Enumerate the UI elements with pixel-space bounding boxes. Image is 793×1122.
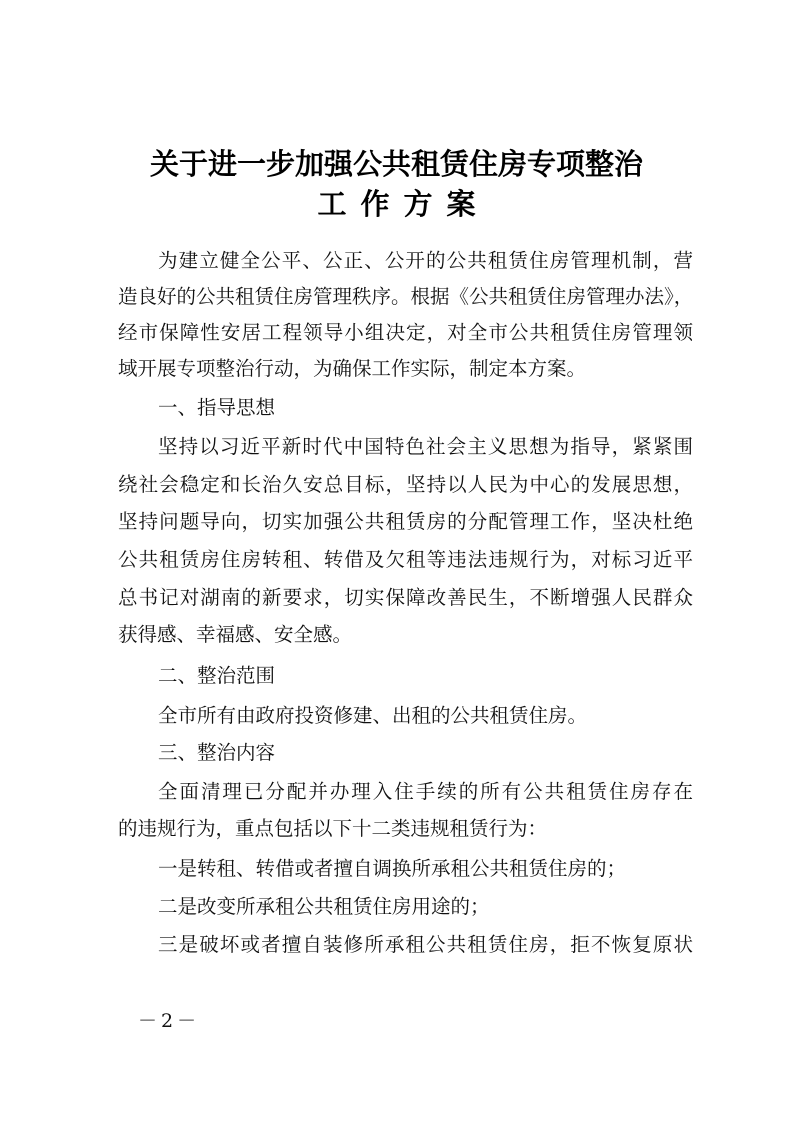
section-heading: 一、指导思想 <box>158 396 276 419</box>
page-number: －2－ <box>138 1010 201 1032</box>
paragraph-line: 经市保障性安居工程领导小组决定，对全市公共租赁住房管理领 <box>118 321 693 344</box>
paragraph-line: 一是转租、转借或者擅自调换所承租公共租赁住房的； <box>158 857 627 880</box>
document-title-line1: 关于进一步加强公共租赁住房专项整治 <box>149 147 643 181</box>
paragraph-line: 公共租赁房住房转租、转借及欠租等违法违规行为，对标习近平 <box>118 548 693 571</box>
paragraph-line: 造良好的公共租赁住房管理秩序。根据《公共租赁住房管理办法》， <box>118 285 694 308</box>
document-title-line2: 工作方案 <box>317 187 490 221</box>
paragraph-line: 为建立健全公平、公正、公开的公共租赁住房管理机制，营 <box>158 249 693 272</box>
paragraph-line: 坚持问题导向，切实加强公共租赁房的分配管理工作，坚决杜绝 <box>118 510 693 533</box>
paragraph-line: 总书记对湖南的新要求，切实保障改善民生，不断增强人民群众 <box>118 586 693 609</box>
paragraph-line: 域开展专项整治行动，为确保工作实际，制定本方案。 <box>118 357 587 380</box>
paragraph-line: 全市所有由政府投资修建、出租的公共租赁住房。 <box>158 704 588 727</box>
paragraph-line: 三是破坏或者擅自装修所承租公共租赁住房，拒不恢复原状 <box>158 933 693 956</box>
paragraph-line: 坚持以习近平新时代中国特色社会主义思想为指导，紧紧围 <box>158 435 693 458</box>
paragraph-line: 获得感、幸福感、安全感。 <box>118 623 353 646</box>
section-heading: 二、整治范围 <box>158 664 276 687</box>
paragraph-line: 二是改变所承租公共租赁住房用途的； <box>158 895 490 918</box>
paragraph-line: 全面清理已分配并办理入住手续的所有公共租赁住房存在 <box>158 780 693 803</box>
section-heading: 三、整治内容 <box>158 741 276 764</box>
paragraph-line: 绕社会稳定和长治久安总目标，坚持以人民为中心的发展思想， <box>118 473 693 496</box>
paragraph-line: 的违规行为，重点包括以下十二类违规租赁行为： <box>118 817 548 840</box>
